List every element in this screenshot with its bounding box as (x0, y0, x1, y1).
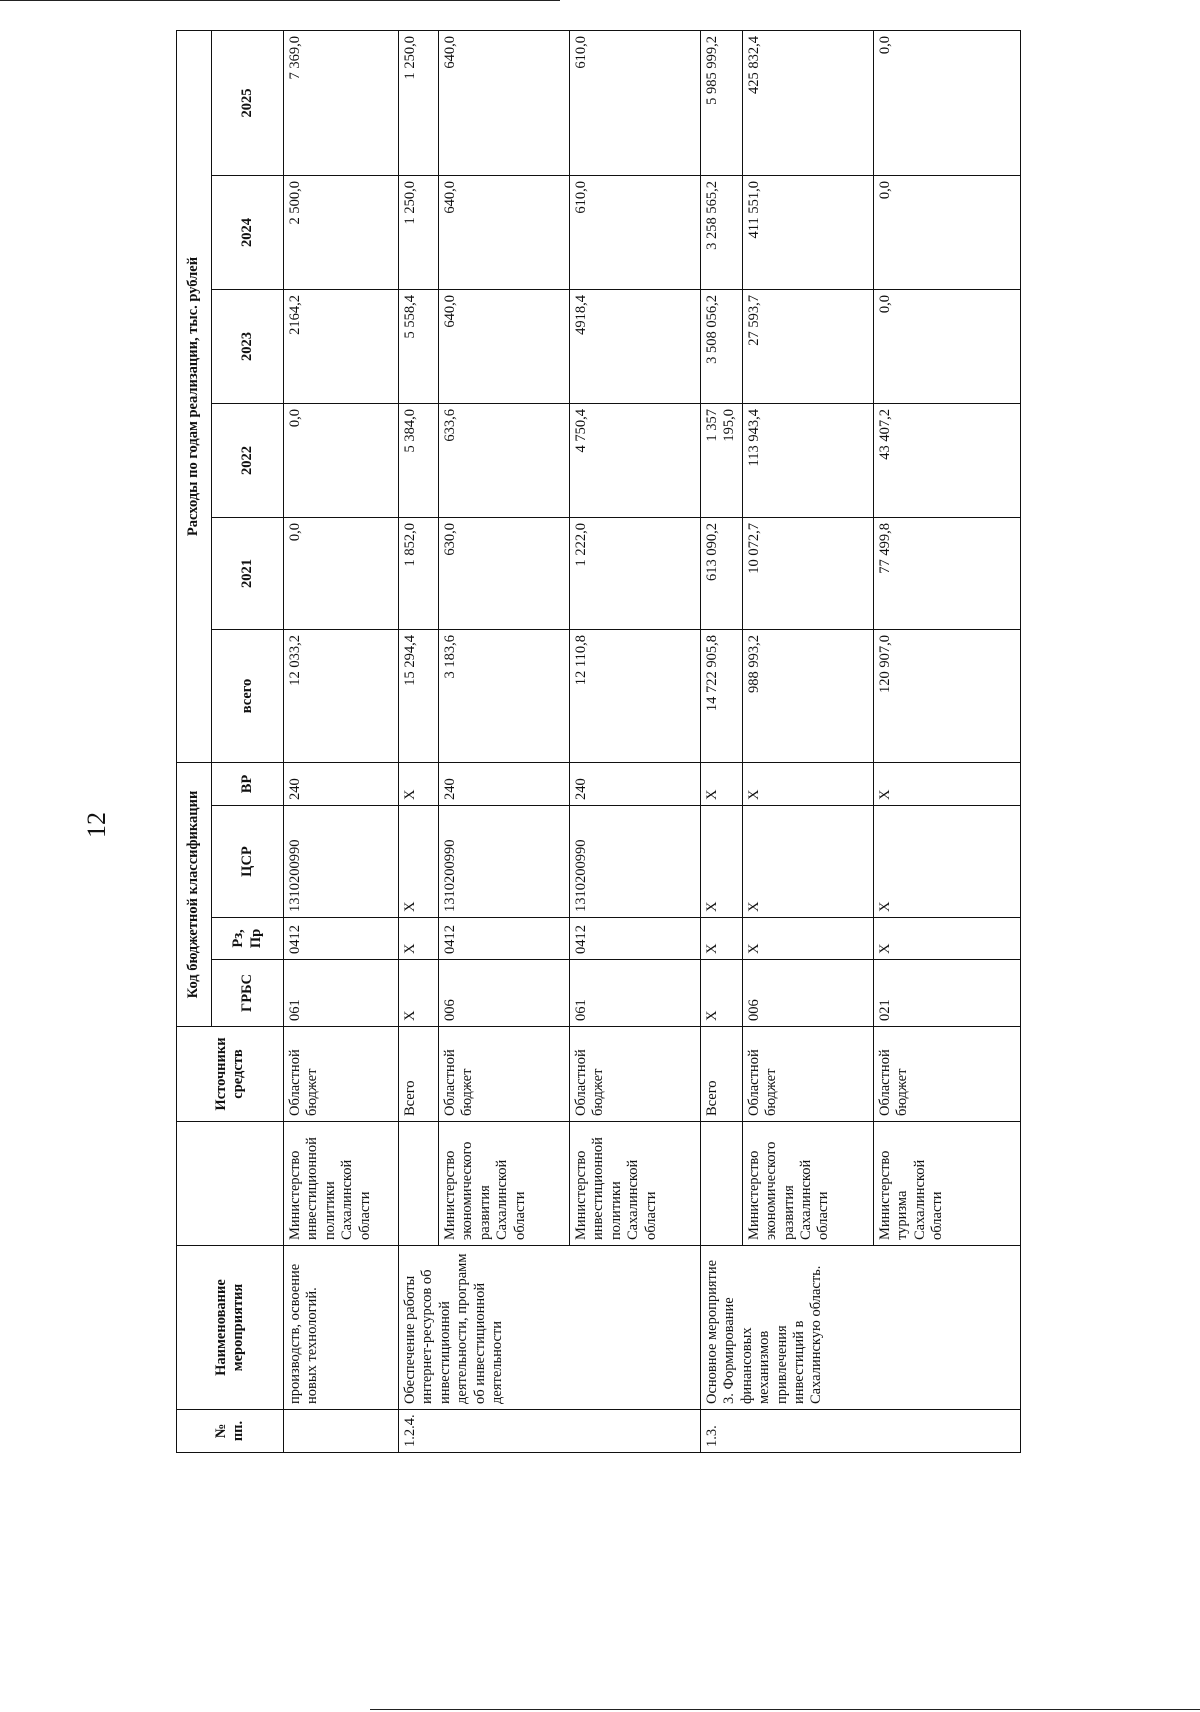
cell-2022: 113 943,4 (742, 404, 873, 518)
cell-vr: 240 (570, 763, 701, 806)
header-year-2024: 2024 (212, 176, 284, 290)
cell-csr: X (399, 806, 439, 918)
cell-2025: 425 832,4 (742, 30, 873, 175)
cell-grbs: 061 (284, 960, 399, 1027)
cell-source: Областной бюджет (873, 1027, 1020, 1122)
header-year-2022: 2022 (212, 404, 284, 518)
header-csr: ЦСР (212, 806, 284, 918)
header-grbs: ГРБС (212, 960, 284, 1027)
cell-2021: 10 072,7 (742, 518, 873, 630)
table-row (701, 30, 743, 1452)
cell-name: Основное мероприятие 3. Формирование финансовых механизмов привлечения инвестиций в Сахалинскую область. (701, 1246, 1021, 1410)
cell-grbs: 006 (439, 960, 570, 1027)
cell-2025: 5 985 999,2 (701, 30, 743, 175)
cell-2022: 43 407,2 (873, 404, 1020, 518)
cell-2021: 77 499,8 (873, 518, 1020, 630)
table-row (742, 30, 873, 1452)
cell-rzpr: X (701, 918, 743, 960)
header-sources: Источники средств (177, 1027, 284, 1122)
cell-2023: 0,0 (873, 290, 1020, 404)
cell-2024: 411 551,0 (742, 176, 873, 290)
header-expenses-group: Расходы по годам реализации, тыс. рублей (177, 30, 212, 762)
cell-source: Областной бюджет (570, 1027, 701, 1122)
cell-2024: 2 500,0 (284, 176, 399, 290)
table-row (399, 30, 439, 1452)
scan-edge-bottom (370, 1709, 1200, 1710)
cell-total: 12 033,2 (284, 630, 399, 763)
cell-csr: X (701, 806, 743, 918)
cell-2022: 0,0 (284, 404, 399, 518)
header-code-group: Код бюджетной классификации (177, 763, 212, 1027)
cell-executor: Министерство инвестиционной политики Сахалинской области (570, 1122, 701, 1246)
cell-2021: 1 852,0 (399, 518, 439, 630)
cell-2022: 633,6 (439, 404, 570, 518)
header-name: Наименование мероприятия (177, 1246, 284, 1410)
cell-executor: Министерство экономического развития Сахалинской области (742, 1122, 873, 1246)
cell-2022: 5 384,0 (399, 404, 439, 518)
cell-num (284, 1410, 399, 1453)
cell-source: Областной бюджет (742, 1027, 873, 1122)
cell-2024: 0,0 (873, 176, 1020, 290)
cell-source: Областной бюджет (439, 1027, 570, 1122)
cell-2021: 613 090,2 (701, 518, 743, 630)
header-year-2021: 2021 (212, 518, 284, 630)
cell-vr: 240 (284, 763, 399, 806)
budget-table-wrapper (176, 31, 1016, 1453)
table-row (284, 30, 399, 1452)
cell-grbs: 061 (570, 960, 701, 1027)
cell-2024: 1 250,0 (399, 176, 439, 290)
table-row (439, 30, 570, 1452)
cell-rzpr: 0412 (439, 918, 570, 960)
table-row (873, 30, 1020, 1452)
cell-executor (701, 1122, 743, 1246)
cell-2025: 1 250,0 (399, 30, 439, 175)
cell-vr: X (701, 763, 743, 806)
cell-2021: 1 222,0 (570, 518, 701, 630)
cell-name: Обеспечение работы интернет-ресурсов об инвестиционной деятельности, программ об инвестиционной деятельности (399, 1246, 701, 1410)
cell-2023: 5 558,4 (399, 290, 439, 404)
cell-2024: 610,0 (570, 176, 701, 290)
cell-rzpr: X (399, 918, 439, 960)
cell-csr: 1310200990 (284, 806, 399, 918)
page-number: 12 (82, 812, 111, 838)
header-year-2025: 2025 (212, 30, 284, 175)
cell-vr: 240 (439, 763, 570, 806)
cell-vr: X (399, 763, 439, 806)
cell-executor (399, 1122, 439, 1246)
header-num: № пп. (177, 1410, 284, 1453)
cell-name: производств, освоение новых технологий. (284, 1246, 399, 1410)
cell-2024: 640,0 (439, 176, 570, 290)
cell-vr: X (742, 763, 873, 806)
cell-grbs: X (701, 960, 743, 1027)
cell-2025: 640,0 (439, 30, 570, 175)
cell-total: 988 993,2 (742, 630, 873, 763)
cell-2023: 640,0 (439, 290, 570, 404)
cell-source: Всего (399, 1027, 439, 1122)
cell-2021: 630,0 (439, 518, 570, 630)
cell-csr: 1310200990 (439, 806, 570, 918)
cell-source: Всего (701, 1027, 743, 1122)
cell-grbs: 021 (873, 960, 1020, 1027)
cell-2023: 27 593,7 (742, 290, 873, 404)
cell-2025: 0,0 (873, 30, 1020, 175)
scan-edge-top (0, 0, 560, 1)
cell-csr: X (873, 806, 1020, 918)
cell-csr: X (742, 806, 873, 918)
cell-total: 120 907,0 (873, 630, 1020, 763)
header-executor (177, 1122, 284, 1246)
cell-2021: 0,0 (284, 518, 399, 630)
cell-vr: X (873, 763, 1020, 806)
table-row (570, 30, 701, 1452)
cell-executor: Министерство экономического развития Сахалинской области (439, 1122, 570, 1246)
header-year-2023: 2023 (212, 290, 284, 404)
cell-num: 1.2.4. (399, 1410, 701, 1453)
cell-rzpr: X (873, 918, 1020, 960)
cell-rzpr: 0412 (570, 918, 701, 960)
budget-table (176, 30, 1021, 1453)
header-rzpr: Рз, Пр (212, 918, 284, 960)
header-row-1 (177, 30, 212, 1452)
cell-2024: 3 258 565,2 (701, 176, 743, 290)
cell-rzpr: 0412 (284, 918, 399, 960)
cell-grbs: X (399, 960, 439, 1027)
cell-total: 12 110,8 (570, 630, 701, 763)
cell-2023: 4918,4 (570, 290, 701, 404)
cell-source: Областной бюджет (284, 1027, 399, 1122)
cell-total: 14 722 905,8 (701, 630, 743, 763)
cell-executor: Министерство инвестиционной политики Сахалинской области (284, 1122, 399, 1246)
cell-num: 1.3. (701, 1410, 1021, 1453)
cell-total: 15 294,4 (399, 630, 439, 763)
header-total: всего (212, 630, 284, 763)
cell-csr: 1310200990 (570, 806, 701, 918)
header-vr: ВР (212, 763, 284, 806)
cell-2025: 7 369,0 (284, 30, 399, 175)
cell-2023: 3 508 056,2 (701, 290, 743, 404)
cell-grbs: 006 (742, 960, 873, 1027)
cell-2025: 610,0 (570, 30, 701, 175)
cell-rzpr: X (742, 918, 873, 960)
cell-2022: 4 750,4 (570, 404, 701, 518)
cell-2023: 2164,2 (284, 290, 399, 404)
cell-2022: 1 357 195,0 (701, 404, 743, 518)
cell-executor: Министерство туризма Сахалинской области (873, 1122, 1020, 1246)
cell-total: 3 183,6 (439, 630, 570, 763)
